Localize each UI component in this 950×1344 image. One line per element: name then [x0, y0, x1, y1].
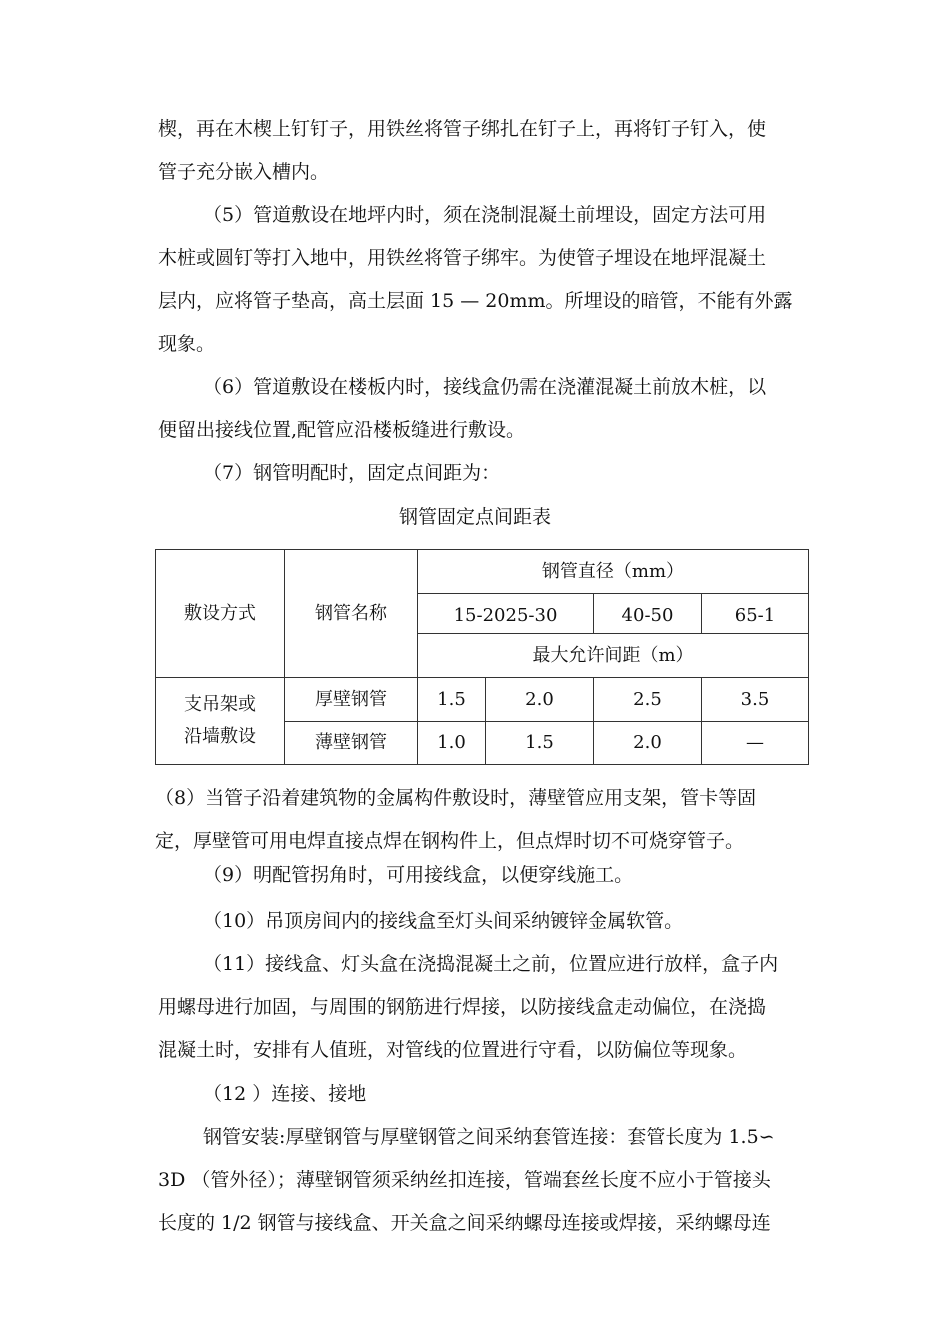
body-line: 层内，应将管子垫高，高土层面 15 — 20mm。所埋设的暗管，不能有外露	[158, 290, 793, 312]
body-line: 定，厚壁管可用电焊直接点焊在钢构件上，但点焊时切不可烧穿管子。	[155, 830, 745, 852]
value-cell: 1.5	[417, 677, 486, 722]
diameter-cell: 15-2025-30	[417, 593, 594, 634]
method-line: 沿墙敷设	[184, 726, 256, 747]
pipe-name-cell: 薄壁钢管	[284, 721, 418, 765]
diameter-cell: 40-50	[593, 593, 702, 634]
body-line: （10）吊顶房间内的接线盒至灯头间采纳镀锌金属软管。	[203, 910, 684, 932]
body-line: 木桩或圆钉等打入地中，用铁丝将管子绑牢。为使管子埋设在地坪混凝土	[158, 247, 767, 269]
body-line: （12 ）连接、接地	[203, 1083, 367, 1105]
body-line: （5）管道敷设在地坪内时，须在浇制混凝土前埋设，固定方法可用	[203, 204, 767, 226]
body-line: （7）钢管明配时，固定点间距为：	[203, 462, 501, 484]
header-max-spacing: 最大允许间距（m）	[417, 633, 809, 678]
header-diameter: 钢管直径（mm）	[417, 549, 809, 594]
method-cell	[155, 677, 285, 765]
body-line: （8）当管子沿着建筑物的金属构件敷设时，薄壁管应用支架，管卡等固	[155, 787, 757, 809]
body-line: 钢管安装:厚壁钢管与厚壁钢管之间采纳套管连接：套管长度为 1.5∽	[203, 1126, 775, 1148]
value-cell: 2.0	[593, 721, 702, 765]
table-caption: 钢管固定点间距表	[398, 506, 551, 528]
body-line: （9）明配管拐角时，可用接线盒，以便穿线施工。	[203, 864, 634, 886]
value-cell: 1.5	[485, 721, 594, 765]
pipe-name-cell: 厚壁钢管	[284, 677, 418, 722]
body-line: 用螺母进行加固，与周围的钢筋进行焊接，以防接线盒走动偏位，在浇捣	[158, 996, 767, 1018]
header-name: 钢管名称	[284, 549, 418, 678]
diameter-cell: 65-1	[701, 593, 809, 634]
value-cell: 1.0	[417, 721, 486, 765]
value-cell: —	[701, 721, 809, 765]
body-line: （6）管道敷设在楼板内时，接线盒仍需在浇灌混凝土前放木桩，以	[203, 376, 767, 398]
body-line: 现象。	[158, 333, 216, 355]
value-cell: 3.5	[701, 677, 809, 722]
body-line: 长度的 1/2 钢管与接线盒、开关盒之间采纳螺母连接或焊接，采纳螺母连	[158, 1212, 771, 1234]
value-cell: 2.5	[593, 677, 702, 722]
body-line: 楔，再在木楔上钉钉子，用铁丝将管子绑扎在钉子上，再将钉子钉入，使	[158, 118, 767, 140]
body-line: 管子充分嵌入槽内。	[158, 161, 330, 183]
method-line: 支吊架或	[184, 694, 256, 715]
body-line: （11）接线盒、灯头盒在浇捣混凝土之前，位置应进行放样，盒子内	[203, 953, 779, 975]
value-cell: 2.0	[485, 677, 594, 722]
body-line: 3D （管外径）；薄壁钢管须采纳丝扣连接，管端套丝长度不应小于管接头	[158, 1169, 771, 1191]
header-method: 敷设方式	[155, 549, 285, 678]
body-line: 混凝土时，安排有人值班，对管线的位置进行守看，以防偏位等现象。	[158, 1039, 748, 1061]
body-line: 便留出接线位置,配管应沿楼板缝进行敷设。	[158, 419, 526, 441]
